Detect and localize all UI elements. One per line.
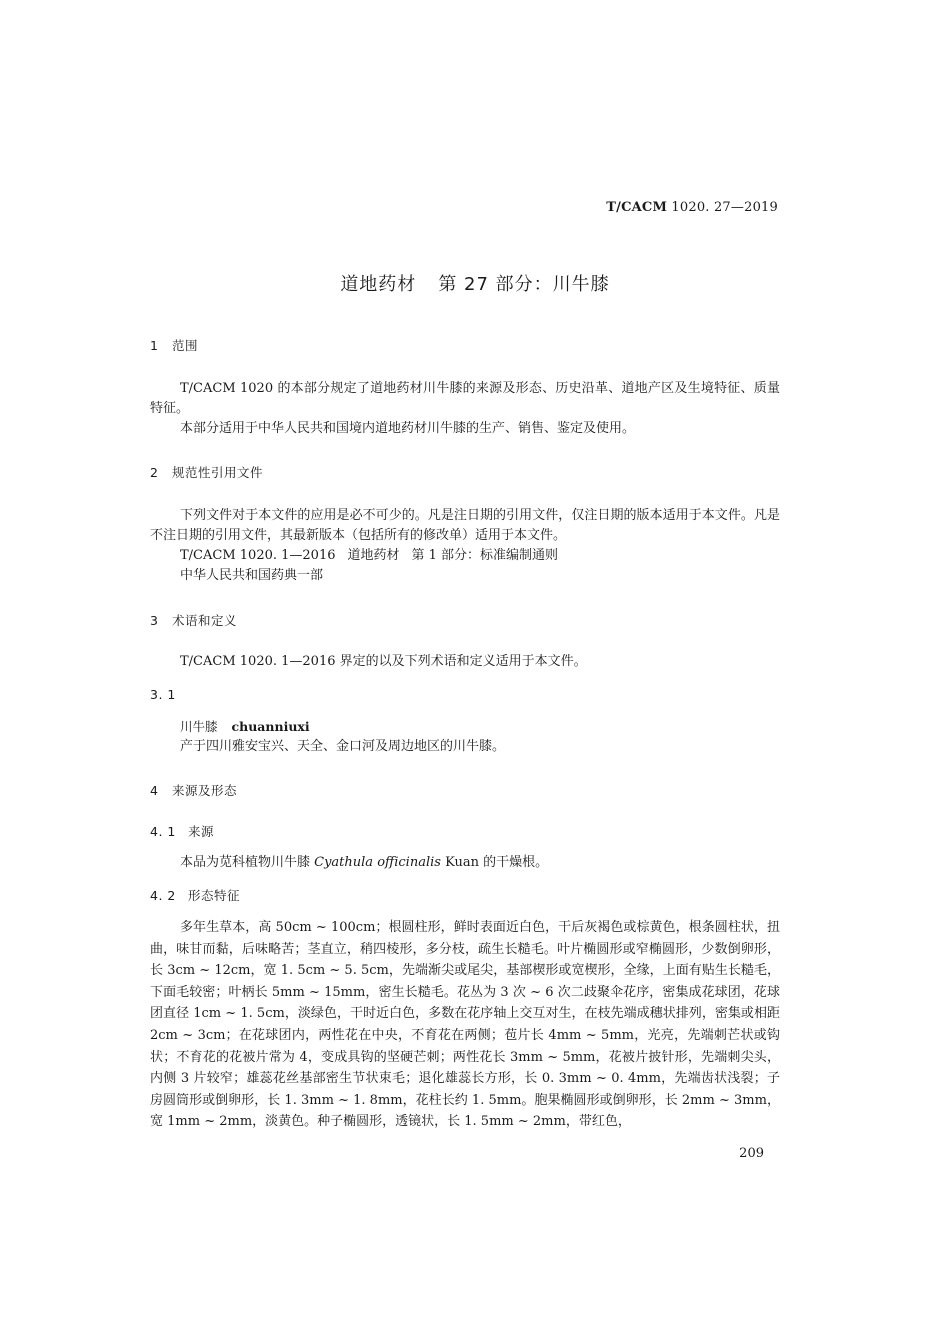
section-4-2-heading bbox=[150, 886, 780, 906]
section-3-1-number: 3. 1 bbox=[150, 687, 176, 702]
title-part-b: 第 27 部分：川牛膝 bbox=[438, 274, 610, 295]
term-latin: chuanniuxi bbox=[231, 719, 310, 734]
reference-2: 中华人民共和国药典一部 bbox=[180, 568, 324, 583]
document-title bbox=[0, 270, 950, 296]
section-4-2-title: 形态特征 bbox=[188, 888, 241, 903]
source-text-post: Kuan 的干燥根。 bbox=[440, 855, 549, 870]
section-2-body bbox=[150, 506, 780, 586]
term-chinese: 川牛膝 bbox=[180, 719, 218, 734]
title-part-a: 道地药材 bbox=[340, 274, 417, 295]
section-1-body bbox=[150, 379, 780, 439]
section-2-number: 2 bbox=[150, 465, 159, 480]
section-2-paragraph-1: 下列文件对于本文件的应用是必不可少的。凡是注日期的引用文件，仅注日期的版本适用于本文件。凡是不注日期的引用文件，其最新版本（包括所有的修改单）适用于本文件。 bbox=[150, 508, 780, 543]
section-1-paragraph-1: T/CACM 1020 的本部分规定了道地药材川牛膝的来源及形态、历史沿革、道地产区及生境特征、质量特征。 bbox=[150, 381, 780, 416]
species-latin-name: Cyathula officinalis bbox=[314, 855, 441, 870]
section-4-2-number: 4. 2 bbox=[150, 888, 176, 903]
reference-1-title: 道地药材 bbox=[347, 548, 400, 563]
section-4-1-paragraph bbox=[150, 853, 780, 873]
section-1-number: 1 bbox=[150, 338, 159, 353]
section-4-2-body bbox=[150, 917, 780, 1133]
standard-code bbox=[606, 200, 778, 215]
section-3-1-heading bbox=[150, 685, 780, 705]
section-4-1-number: 4. 1 bbox=[150, 824, 176, 839]
section-4-1-heading bbox=[150, 822, 780, 842]
term-definition: 产于四川雅安宝兴、天全、金口河及周边地区的川牛膝。 bbox=[180, 739, 506, 754]
section-3-heading bbox=[150, 611, 780, 631]
section-4-title: 来源及形态 bbox=[172, 783, 238, 798]
section-3-title: 术语和定义 bbox=[172, 613, 238, 628]
section-4-heading bbox=[150, 781, 780, 801]
section-1-paragraph-2: 本部分适用于中华人民共和国境内道地药材川牛膝的生产、销售、鉴定及使用。 bbox=[180, 421, 636, 436]
section-2-title: 规范性引用文件 bbox=[172, 465, 264, 480]
section-3-paragraph-1: T/CACM 1020. 1—2016 界定的以及下列术语和定义适用于本文件。 bbox=[180, 654, 587, 669]
section-1-title: 范围 bbox=[172, 338, 199, 353]
standard-code-number: 1020. 27—2019 bbox=[667, 200, 778, 215]
source-text-pre: 本品为苋科植物川牛膝 bbox=[180, 855, 315, 870]
term-entry bbox=[150, 717, 780, 757]
page-number: 209 bbox=[739, 1146, 764, 1161]
section-4-1-body bbox=[150, 853, 780, 873]
section-2-heading bbox=[150, 463, 780, 483]
term-name bbox=[150, 717, 780, 737]
section-4-2-paragraph-1: 多年生草本，高 50cm ~ 100cm；根圆柱形，鲜时表面近白色，干后灰褐色或棕黄色，根条圆柱状，扭曲，味甘而黏，后味略苦；茎直立，稍四棱形，多分枝，疏生长糙毛。叶片椭圆形或窄椭圆形，少数倒卵形，长 3cm ~ 12cm，宽 1. 5cm ~ 5. 5cm，先端渐尖或尾尖，基部楔形或宽楔形，全缘，上面有贴生长糙毛，下面毛较密；叶柄长 5mm ~ 15mm，密生长糙毛。花丛为 3 次 ~ 6 次二歧聚伞花序，密集成花球团，花球团直径 1cm ~ 1. 5cm，淡绿色，干时近白色，多数在花序轴上交互对生，在枝先端成穗状排列，密集或相距 2cm ~ 3cm；在花球团内，两性花在中央，不育花在两侧；苞片长 4mm ~ 5mm，光亮，先端刺芒状或钩状；不育花的花被片常为 4，变成具钩的坚硬芒刺；两性花长 3mm ~ 5mm，花被片披针形，先端刺尖头，内侧 3 片较窄；雄蕊花丝基部密生节状束毛；退化雄蕊长方形，长 0. 3mm ~ 0. 4mm，先端齿状浅裂；子房圆筒形或倒卵形，长 1. 3mm ~ 1. 8mm，花柱长约 1. 5mm。胞果椭圆形或倒卵形，长 2mm ~ 3mm，宽 1mm ~ 2mm，淡黄色。种子椭圆形，透镜状，长 1. 5mm ~ 2mm，带红色， bbox=[150, 920, 780, 1130]
section-3-number: 3 bbox=[150, 613, 159, 628]
section-3-body bbox=[150, 652, 780, 672]
reference-1-part: 第 1 部分：标准编制通则 bbox=[411, 548, 559, 563]
section-4-1-title: 来源 bbox=[188, 824, 215, 839]
section-4-number: 4 bbox=[150, 783, 159, 798]
reference-1 bbox=[150, 546, 780, 566]
reference-1-code: T/CACM 1020. 1—2016 bbox=[180, 548, 336, 563]
standard-code-prefix: T/CACM bbox=[606, 200, 668, 215]
section-1-heading bbox=[150, 336, 780, 356]
